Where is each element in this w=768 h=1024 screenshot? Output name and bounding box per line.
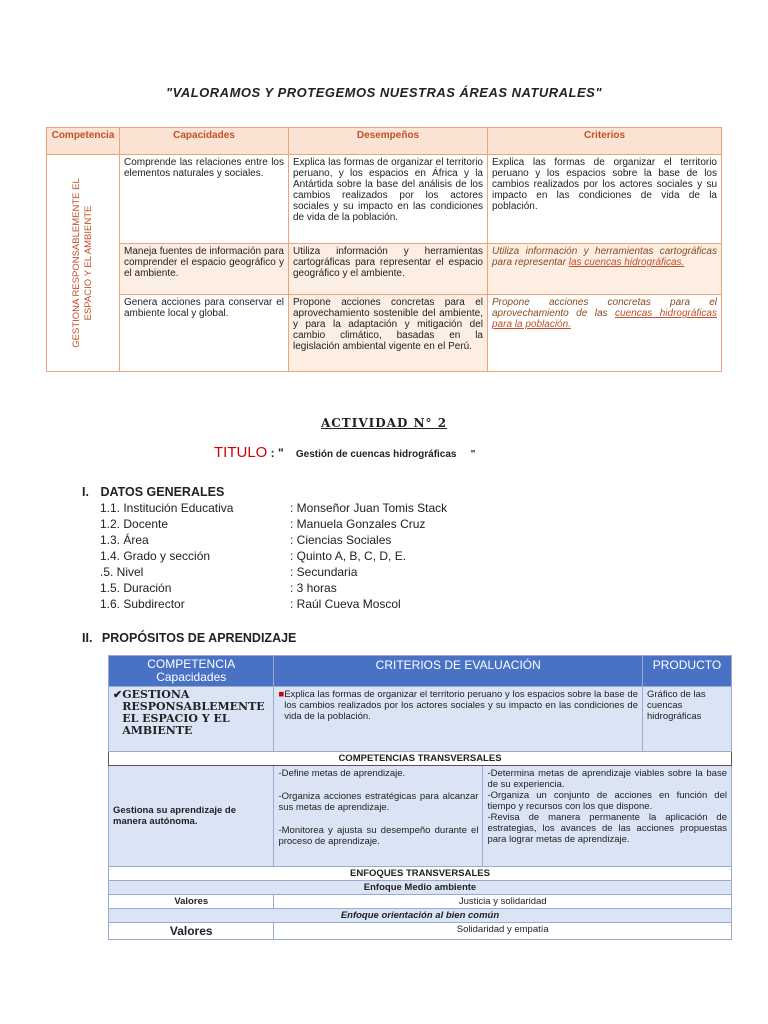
valores-value: Solidaridad y empatía — [274, 923, 732, 940]
criterio-highlight: cuencas hidrográficas — [615, 308, 717, 319]
table-row — [109, 752, 732, 766]
datos-label: 1.2. Docente — [100, 517, 169, 531]
capacidad-cell: Genera acciones para conservar el ambiente local y global. — [120, 295, 289, 372]
section-number: II. — [82, 631, 93, 645]
titulo-label: TITULO — [214, 444, 268, 461]
capacidad-cell: Comprende las relaciones entre los elementos naturales y sociales. — [120, 155, 289, 244]
propositos-table — [108, 655, 732, 940]
competencia-cell — [109, 687, 274, 752]
criterio-text: Propone acciones concretas para el aprovechamiento de las — [492, 297, 717, 319]
datos-value: : Quinto A, B, C, D, E. — [290, 549, 407, 563]
criterio-item — [278, 689, 638, 722]
competencias-transversales-heading: COMPETENCIAS TRANSVERSALES — [109, 752, 732, 766]
header-competencia-label: COMPETENCIA — [147, 657, 236, 671]
desempeno-cell: Explica las formas de organizar el territorio peruano, y los espacios en África y la Antártida sobre la base del análisis de los cambios realizados por los actores sociales y su impacto en las condiciones de vida de la población. — [289, 155, 488, 244]
table-row — [109, 766, 732, 867]
datos-value: : Monseñor Juan Tomis Stack — [290, 501, 448, 515]
table-row — [47, 295, 722, 372]
competencia-item — [113, 689, 269, 737]
capacidad-cell: Maneja fuentes de información para comprender el espacio geográfico y el ambiente. — [120, 244, 289, 295]
datos-row — [0, 597, 768, 613]
titulo-sep: : " — [267, 446, 284, 460]
transversal-item: -Revisa de manera permanente la aplicación de estrategias, los avances de las acciones propuestas para lograr metas de aprendizaje. — [487, 812, 727, 845]
transversal-item: -Define metas de aprendizaje. — [278, 768, 406, 779]
datos-value: : Raúl Cueva Moscol — [290, 597, 401, 611]
criterio-tail: para la población. — [492, 319, 571, 330]
enfoque-medio-ambiente: Enfoque Medio ambiente — [109, 881, 732, 895]
transversal-item: -Organiza acciones estratégicas para alcanzar sus metas de aprendizaje. — [278, 791, 479, 813]
transversal-item: -Determina metas de aprendizaje viables sobre la base de su experiencia. — [487, 768, 727, 790]
desempeno-cell: Utiliza información y herramientas cartográficas para representar el espacio geográfico y el ambiente. — [289, 244, 488, 295]
header-producto: PRODUCTO — [643, 656, 732, 687]
datos-value: : Ciencias Sociales — [290, 533, 392, 547]
criterio-cell — [274, 687, 643, 752]
valores-label: Valores — [109, 895, 274, 909]
table-row — [47, 244, 722, 295]
table-header-row — [47, 128, 722, 155]
datos-label: .5. Nivel — [100, 565, 144, 579]
header-desempenos: Desempeños — [289, 128, 488, 155]
datos-row — [0, 565, 768, 581]
producto-cell: Gráfico de las cuencas hidrográficas — [643, 687, 732, 752]
transversal-item: -Monitorea y ajusta su desempeño durante el proceso de aprendizaje. — [278, 825, 479, 847]
criterio-cell — [488, 244, 722, 295]
datos-value: : Manuela Gonzales Cruz — [290, 517, 426, 531]
table-row — [109, 909, 732, 923]
section-2-heading — [82, 631, 296, 645]
datos-row — [0, 533, 768, 549]
header-competencia: Competencia — [47, 128, 120, 155]
criterio-cell — [488, 295, 722, 372]
enfoques-heading: ENFOQUES TRANSVERSALES — [109, 867, 732, 881]
titulo-end: " — [470, 449, 476, 460]
datos-row — [0, 549, 768, 565]
datos-row — [0, 581, 768, 597]
enfoque-bien-comun: Enfoque orientación al bien común — [109, 909, 732, 923]
section-1-heading — [82, 485, 224, 499]
section-number: I. — [82, 485, 89, 499]
header-capacidades-label: Capacidades — [156, 670, 227, 684]
transversal-right-cell — [483, 766, 732, 867]
header-criterios: Criterios — [488, 128, 722, 155]
header-competencia — [109, 656, 274, 687]
table-row — [109, 687, 732, 752]
competencia-cell — [47, 155, 120, 372]
section-title: DATOS GENERALES — [100, 485, 225, 499]
actividad-heading: ACTIVIDAD N° 2 — [320, 416, 448, 430]
check-icon: ✔ — [113, 688, 123, 701]
transversal-left-cell — [274, 766, 483, 867]
datos-row — [0, 501, 768, 517]
datos-value: : 3 horas — [290, 581, 337, 595]
transversal-item: -Organiza un conjunto de acciones en función del tiempo y recursos con los que dispone. — [487, 790, 727, 812]
valores-value: Justicia y solidaridad — [274, 895, 732, 909]
table-header-row — [109, 656, 732, 687]
datos-label: 1.5. Duración — [100, 581, 172, 595]
document-title: "VALORAMOS Y PROTEGEMOS NUESTRAS ÁREAS NATURALES" — [165, 85, 602, 100]
datos-label: 1.1. Institución Educativa — [100, 501, 234, 515]
datos-label: 1.3. Área — [100, 533, 149, 547]
datos-label: 1.4. Grado y sección — [100, 549, 211, 563]
table-row — [109, 895, 732, 909]
criterio-text: Explica las formas de organizar el territorio peruano y los espacios sobre la base de los cambios realizados por los actores sociales y su impacto en las condiciones de vida de la población. — [284, 689, 638, 722]
criterio-text: Utiliza información y herramientas cartográficas para representar — [492, 246, 717, 268]
competencias-table — [46, 127, 722, 372]
valores-label: Valores — [109, 923, 274, 940]
bullet-icon: ■ — [278, 689, 285, 700]
gestiona-cell: Gestiona su aprendizaje de manera autónoma. — [109, 766, 274, 867]
datos-label: 1.6. Subdirector — [100, 597, 185, 611]
criterio-cell: Explica las formas de organizar el territorio peruano y los espacios sobre la base de los cambios realizados por los actores sociales y su impacto en las condiciones de vida de la población. — [488, 155, 722, 244]
header-criterios: CRITERIOS DE EVALUACIÓN — [274, 656, 643, 687]
titulo-line — [214, 444, 475, 461]
titulo-text: Gestión de cuencas hidrográficas — [295, 449, 457, 460]
table-row — [109, 881, 732, 895]
criterio-highlight: las cuencas hidrográficas. — [568, 257, 685, 268]
competencia-text: GESTIONA RESPONSABLEMENTE EL ESPACIO Y EL AMBIENTE — [122, 688, 265, 737]
datos-value: : Secundaria — [290, 565, 358, 579]
desempeno-cell: Propone acciones concretas para el aprovechamiento sostenible del ambiente, y para la adaptación y mitigación del cambio climático, basadas en la legislación ambiental vigente en el Perú. — [289, 295, 488, 372]
table-row — [109, 923, 732, 940]
header-capacidades: Capacidades — [120, 128, 289, 155]
datos-row — [0, 517, 768, 533]
section-title: PROPÓSITOS DE APRENDIZAJE — [101, 631, 297, 645]
table-row — [109, 867, 732, 881]
competencia-label: GESTIONA RESPONSABLEMENTE EL ESPACIO Y EL AMBIENTE — [71, 178, 94, 348]
table-row — [47, 155, 722, 244]
